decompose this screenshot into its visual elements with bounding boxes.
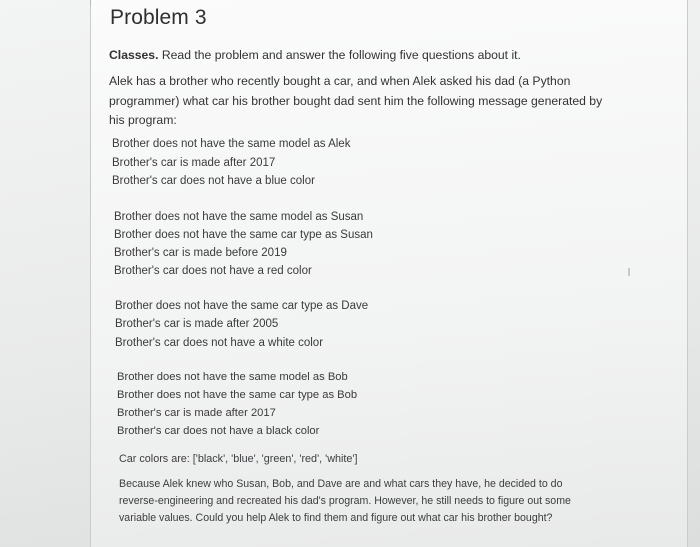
card-corner [90,0,101,6]
message-line: Brother's car is made after 2017 [112,156,276,169]
message-line: Brother's car does not have a black color [117,425,320,437]
problem-intro: Alek has a brother who recently bought a car, and when Alek asked his dad (a Python programmer) what car his brother bought dad sent him the following message generated by his program: [109,74,603,127]
message-line: Brother's car does not have a red color [114,265,312,277]
message-line: Brother does not have the same model as Bob [117,371,348,383]
message-line: Brother does not have the same model as Alek [112,138,351,150]
problem-title: Problem 3 [110,6,207,29]
message-line: Brother's car is made after 2005 [115,318,279,331]
message-line: Brother does not have the same car type as Dave [115,300,369,312]
message-line: Brother does not have the same model as Susan [114,211,364,223]
message-block-dave [115,297,368,352]
message-block-susan [114,208,373,280]
problem-closing: Because Alek knew who Susan, Bob, and Dave are and what cars they have, he decided to do reverse-engineering and recreated his dad's program. However, he still needs to figure out some variable values. Could you help Alek to find them and figure out what car his brother bought? [119,478,571,524]
car-colors-line: Car colors are: ['black', 'blue', 'green', 'red', 'white'] [119,453,358,465]
problem-lead [109,48,521,62]
scroll-marker [628,268,630,276]
message-block-bob [117,368,357,440]
message-line: Brother's car does not have a white color [115,336,324,349]
lead-label: Classes. [109,48,159,62]
message-line: Brother's car is made after 2017 [117,407,276,419]
message-line: Brother does not have the same car type as Susan [114,229,373,241]
message-line: Brother does not have the same car type as Bob [117,389,358,401]
lead-text: Read the problem and answer the following five questions about it. [158,48,521,62]
message-line: Brother's car does not have a blue color [112,175,315,187]
message-block-alek [112,135,350,191]
message-line: Brother's car is made before 2019 [114,247,287,259]
